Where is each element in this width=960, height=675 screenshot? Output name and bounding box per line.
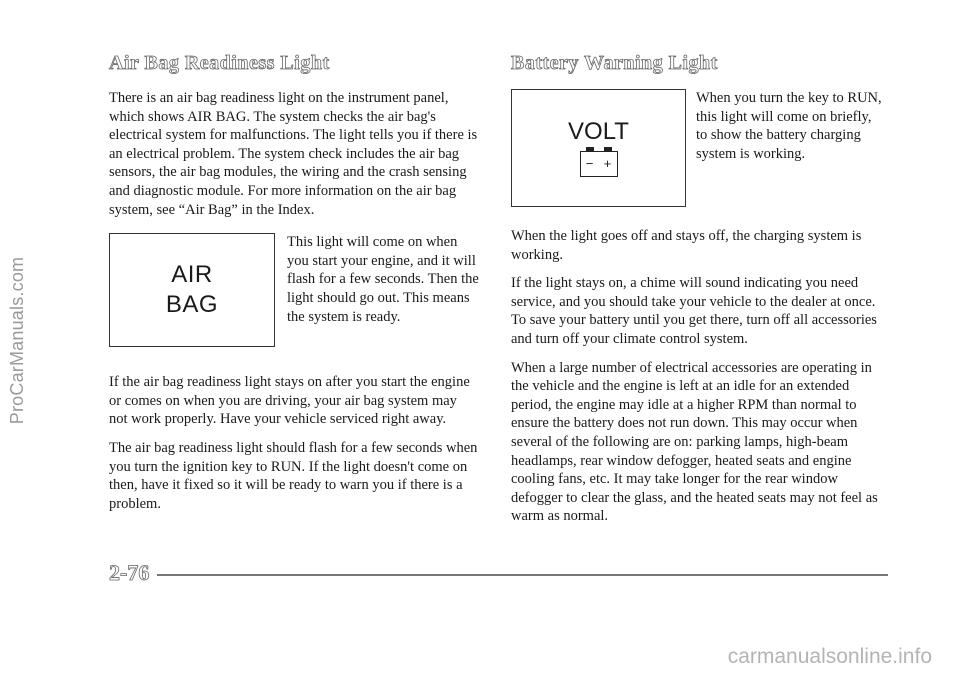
page-footer [109,560,888,586]
side-watermark-text: ProCarManuals.com [7,256,28,424]
battery-body [580,151,618,177]
air-bag-heading: Air Bag Readiness Light [109,52,330,74]
battery-heading: Battery Warning Light [511,52,718,74]
bottom-watermark: carmanualsonline.info [727,645,932,668]
side-watermark [4,120,32,560]
air-bag-intro: There is an air bag readiness light on the instrument panel, which shows AIR BAG. The system checks the air bag's electrical system for malfunctions. The light tells you if there is an electrical problem. The system check includes the air bag sensors, the air bag modules, the wiring and the crash sensing and diagnostic module. For more information on the air bag system, see “Air Bag” in the Index. [109,90,478,218]
battery-minus-sign: − [585,156,594,171]
battery-para1: When the light goes off and stays off, the charging system is working. [511,228,862,263]
footer-rule [157,574,888,576]
volt-indicator-icon [511,89,686,207]
air-bag-para3: The air bag readiness light should flash for a few seconds when you turn the ignition key to RUN. If the light doesn't come on then, have it fixed so it will be ready to warn you if there is a problem. [109,439,478,512]
battery-indicator-row [511,89,883,207]
battery-indicator-text: When you turn the key to RUN, this light will come on briefly, to show the battery charging system is working. [696,90,882,162]
battery-section [511,52,883,536]
air-bag-indicator-icon [109,233,275,347]
air-bag-para2: If the air bag readiness light stays on after you start the engine or comes on when you are driving, your air bag system may not work properly. Have your vehicle serviced right away. [109,374,470,428]
battery-plus-sign: + [603,156,612,171]
battery-para3: When a large number of electrical accessories are operating in the vehicle and the engine is left at an idle for an extended period, the engine may idle at a higher RPM than normal to ensure the battery does not run down. This may occur when several of the following are on: parking lamps, high-beam headlamps, rear window defogger, heated seats and engine cooling fans, etc. It may take longer for the rear window defogger to clear the glass, and the heated seats may not feel as warm as normal. [511,359,878,525]
battery-icon [580,147,618,177]
page-number: 2-76 [109,560,150,585]
air-bag-indicator-line2: BAG [165,291,219,319]
air-bag-indicator-text: This light will come on when you start your engine, and it will flash for a few seconds. Then the light should go out. This means the system is ready. [287,234,479,325]
air-bag-section [109,52,479,523]
air-bag-indicator-row [109,233,479,347]
air-bag-indicator-line1: AIR [171,261,213,289]
battery-para2: If the light stays on, a chime will sound indicating you need service, and you should take your vehicle to the dealer at once. To save your battery until you get there, turn off all accessories and turn off your climate control system. [511,275,877,347]
volt-indicator-word: VOLT [568,117,629,145]
